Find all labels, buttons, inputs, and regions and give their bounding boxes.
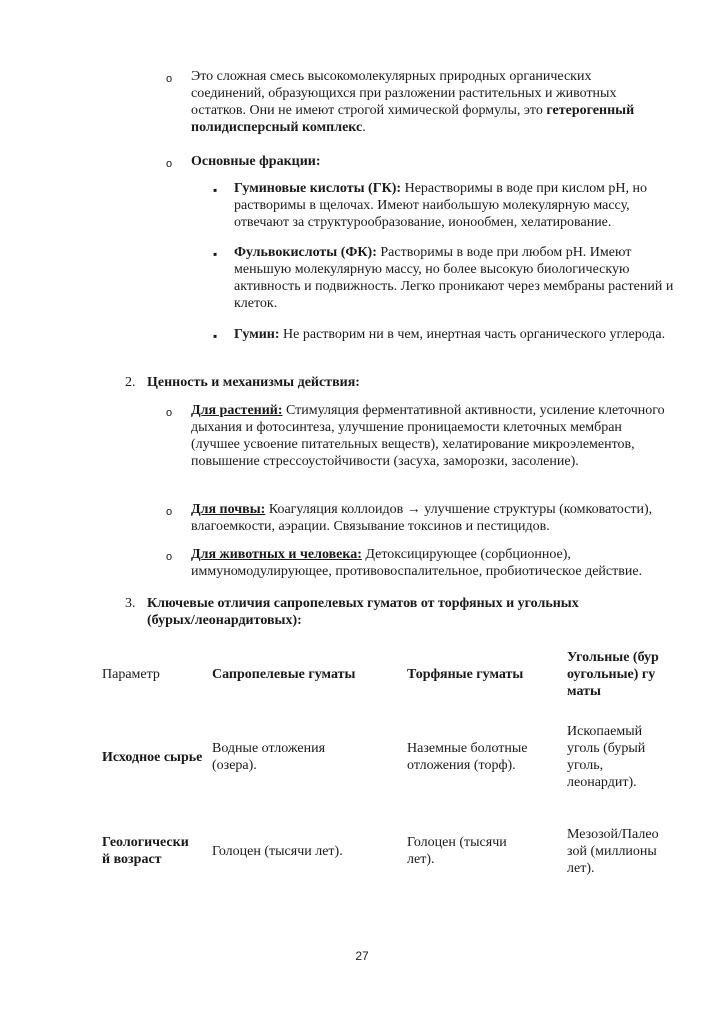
table-header-cell: Угольные (буроугольные) гуматы bbox=[567, 649, 659, 699]
bullet-square-icon: ▪ bbox=[213, 183, 218, 197]
comparison-table bbox=[102, 640, 662, 896]
value-item-plants: Для растений: Стимуляция ферментативной активности, усиление клеточного дыхания и фотосинтеза, улучшение проницаемости клеточных мембран (лучшее усвоение питательных веществ), хелатирование микроэлементов, повышение стрессоустойчивости (засуха, заморозки, засоление). bbox=[191, 403, 665, 469]
table-cell: Исходное сырье bbox=[102, 749, 203, 765]
bullet-square-icon: ▪ bbox=[213, 247, 218, 261]
fraction-item-humin: Гумин: Не растворим ни в чем, инертная часть органического углерода. bbox=[234, 327, 666, 342]
fraction-item-fulvic: Фульвокислоты (ФК): Растворимы в воде при любом pH. Имеют меньшую молекулярную массу, но более высокую биологическую активность и подвижность. Легко проникают через мембраны растений и клеток. bbox=[234, 245, 674, 311]
bullet-circle-icon: o bbox=[166, 158, 173, 170]
table-header-cell: Параметр bbox=[102, 666, 160, 682]
table-row bbox=[102, 708, 662, 806]
table-cell: Наземные болотные отложения (торф). bbox=[407, 741, 528, 773]
table-cell: Голоцен (тысячи лет). bbox=[407, 835, 507, 867]
table-cell: Водные отложения (озера). bbox=[212, 741, 326, 773]
bullet-circle-icon: o bbox=[166, 407, 173, 419]
section-2-title: Ценность и механизмы действия: bbox=[147, 375, 360, 390]
table-header-cell: Сапропелевые гуматы bbox=[212, 666, 356, 682]
table-cell: Геологический возраст bbox=[102, 835, 189, 867]
section-2-number: 2. bbox=[125, 375, 136, 390]
bullet-circle-icon: o bbox=[166, 551, 173, 563]
page-number: 27 bbox=[355, 949, 369, 963]
table-cell: Мезозой/Палеозой (миллионы лет). bbox=[567, 826, 659, 876]
table-header-row bbox=[102, 640, 662, 708]
table-cell: Голоцен (тысячи лет). bbox=[212, 843, 343, 859]
section-3-number: 3. bbox=[125, 596, 136, 611]
bullet-circle-icon: o bbox=[166, 506, 173, 518]
intro-paragraph: Это сложная смесь высокомолекулярных природных органических соединений, образующихся при разложении растительных и животных остатков. Они не имеют строгой химической формулы, это гетерогенный полидисперсный комплекс. bbox=[191, 69, 635, 135]
table-header-cell: Торфяные гуматы bbox=[407, 666, 524, 682]
fraction-item-humic: Гуминовые кислоты (ГК): Нерастворимы в воде при кислом pH, но растворимы в щелочах. Имеют наибольшую молекулярную массу, отвечают за структурообразование, ионообмен, хелатирование. bbox=[234, 181, 647, 230]
section-3-title: Ключевые отличия сапропелевых гуматов от торфяных и угольных (бурых/леонардитовых): bbox=[147, 596, 579, 628]
bullet-square-icon: ▪ bbox=[213, 329, 218, 343]
fractions-heading: Основные фракции: bbox=[191, 154, 321, 169]
value-item-soil: Для почвы: Коагуляция коллоидов → улучшение структуры (комковатости), влагоемкости, аэрации. Связывание токсинов и пестицидов. bbox=[191, 502, 653, 534]
value-item-animals: Для животных и человека: Детоксицирующее (сорбционное), иммуномодулирующее, противовоспалительное, пробиотическое действие. bbox=[191, 547, 643, 579]
table-row bbox=[102, 806, 662, 896]
table-cell: Ископаемый уголь (бурый уголь, леонардит). bbox=[567, 724, 646, 790]
bullet-circle-icon: o bbox=[166, 73, 173, 85]
